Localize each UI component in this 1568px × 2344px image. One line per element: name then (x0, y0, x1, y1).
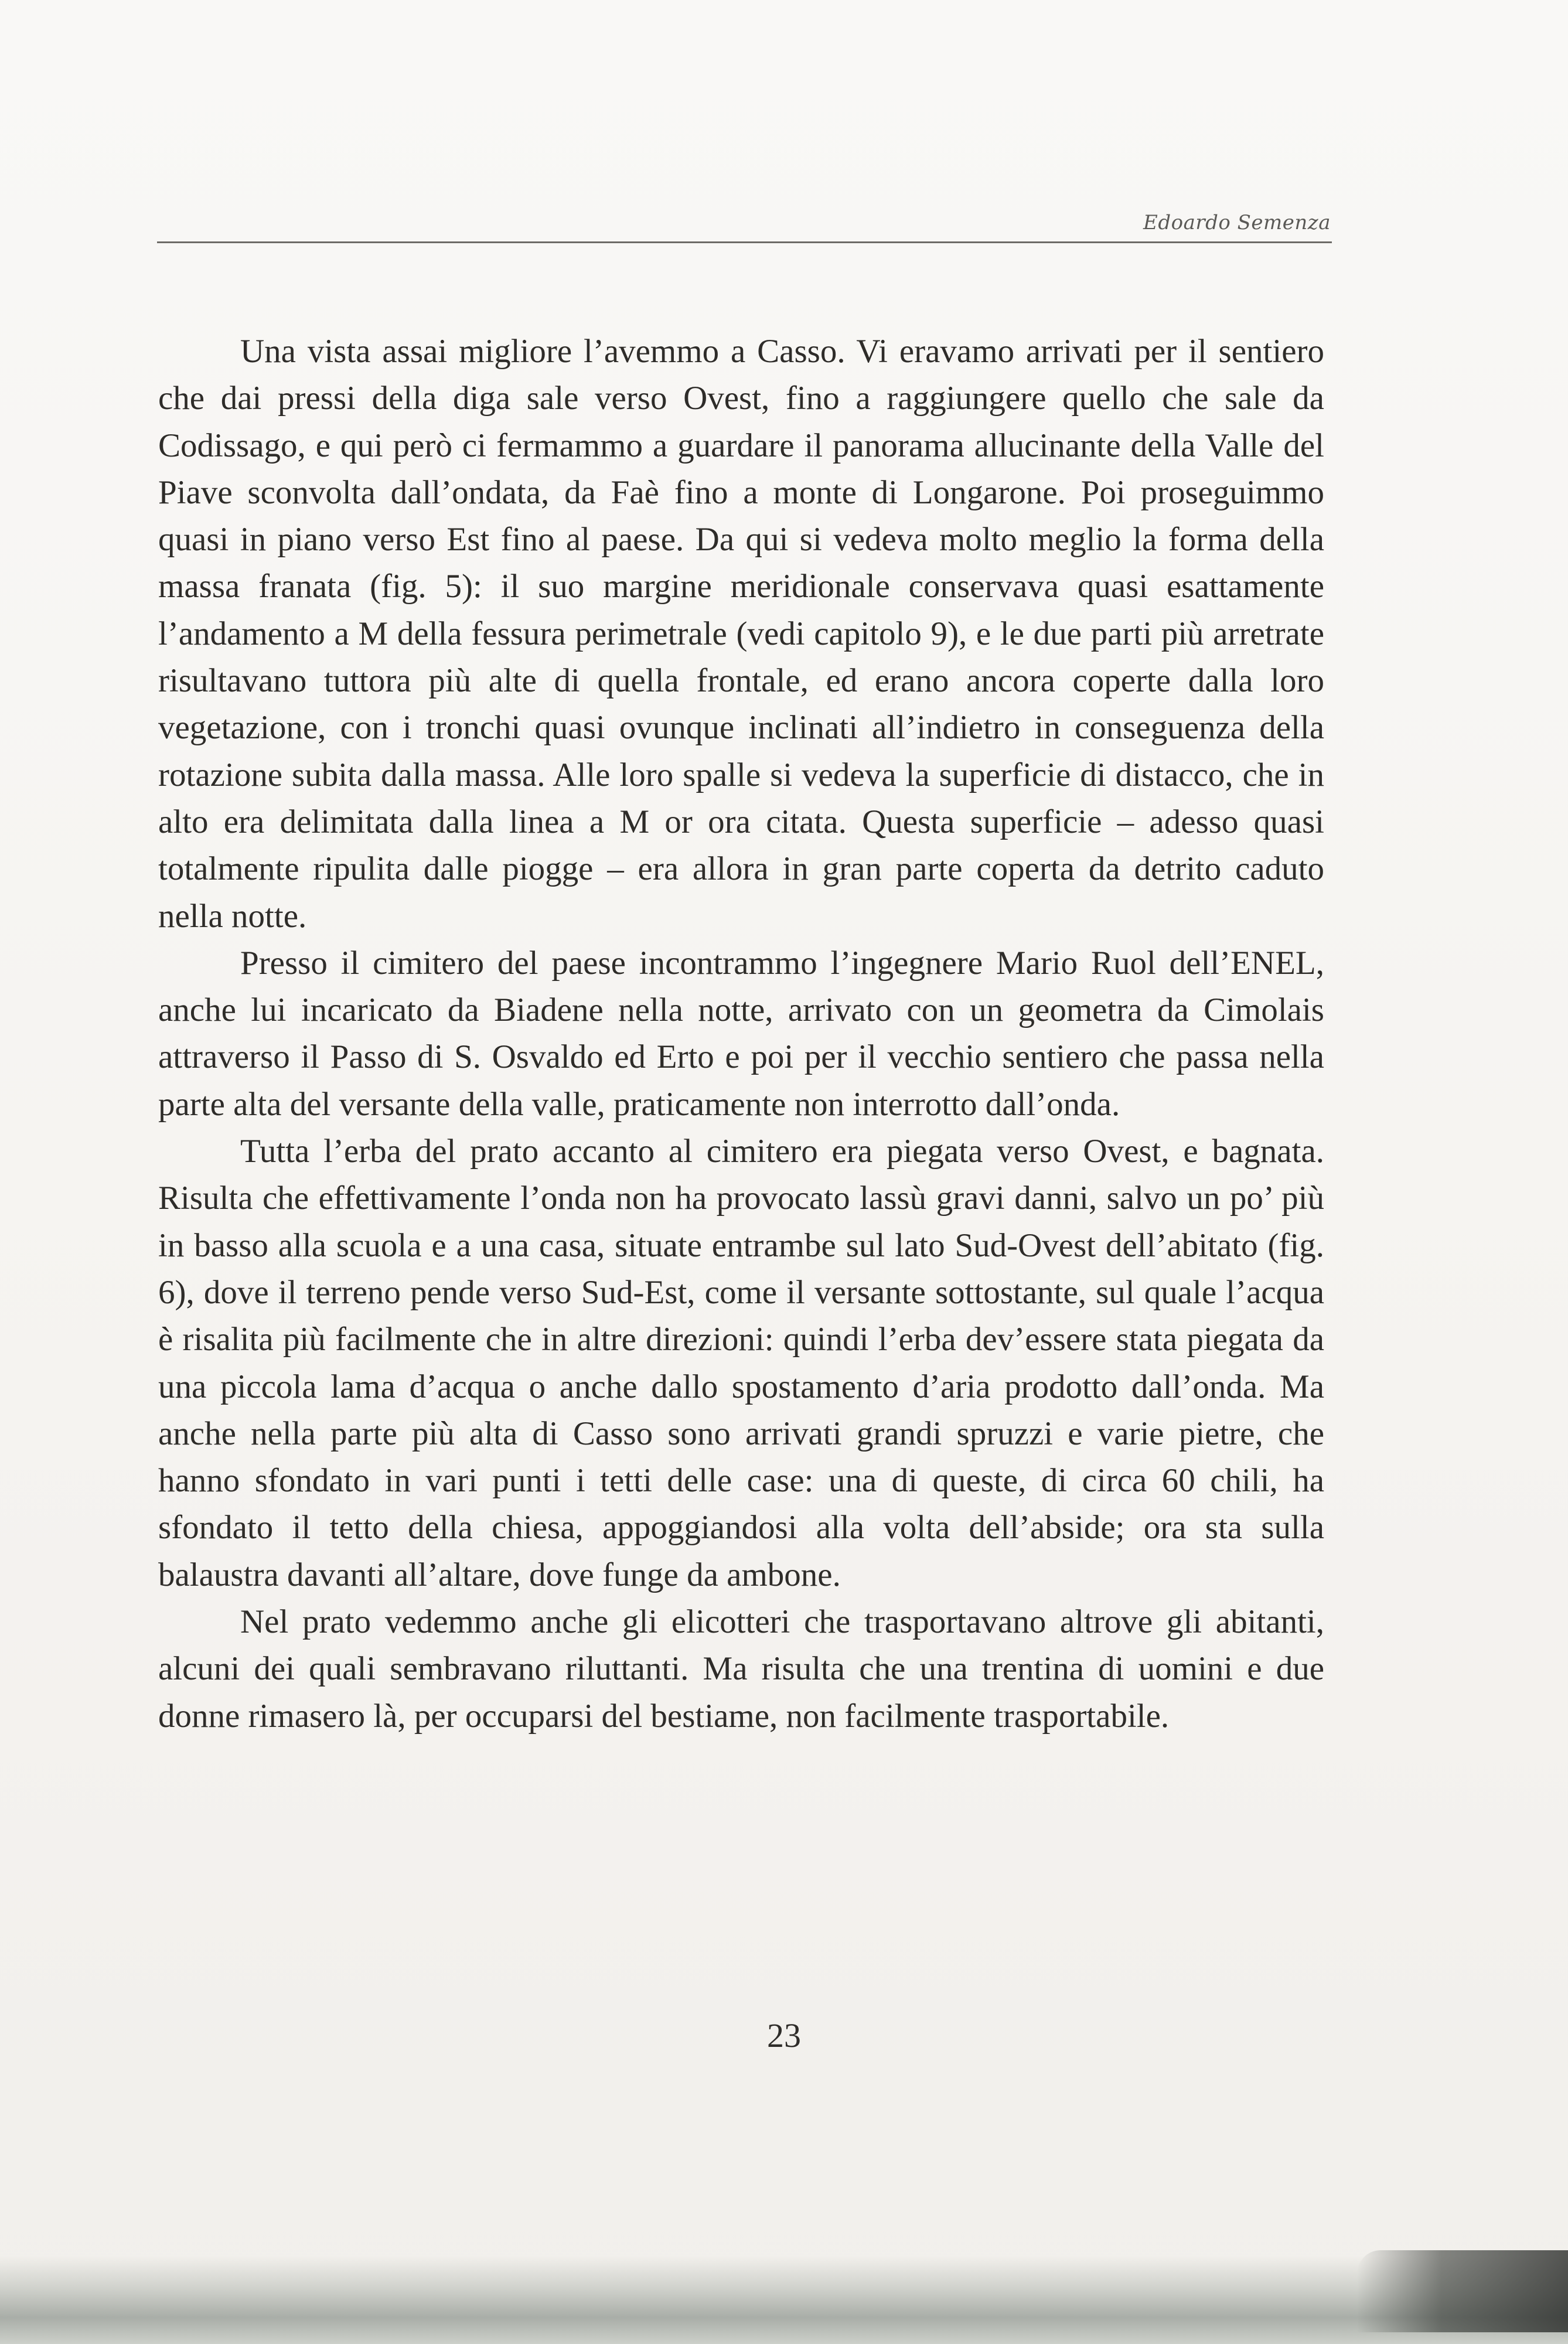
paragraph-2: Presso il cimitero del paese incontrammo l’ingegnere Mario Ruol dell’ENEL, anche lui incaricato da Biadene nella notte, arrivato con un geometra da Cimolais attraverso il Passo di S. Osvaldo ed Erto e poi per il vecchio sentiero che passa nella parte alta del versante della valle, praticamente non interrotto dall’onda. (158, 944, 1324, 1123)
page-number: 23 (767, 2016, 801, 2055)
page-bottom-edge (0, 2256, 1568, 2344)
body-text (158, 328, 1324, 1740)
paragraph-3: Tutta l’erba del prato accanto al cimitero era piegata verso Ovest, e bagnata. Risulta che effettivamente l’onda non ha provocato lassù gravi danni, salvo un po’ più in basso alla scuola e a una casa, situate entrambe sul lato Sud-Ovest dell’abitato (fig. 6), dove il terreno pende verso Sud-Est, come il versante sottostante, sul quale l’acqua è risalita più facilmente che in altre direzioni: quindi l’erba dev’essere stata piegata da una piccola lama d’acqua o anche dallo spostamento d’aria prodotto dall’onda. Ma anche nella parte più alta di Casso sono arrivati grandi spruzzi e varie pietre, che hanno sfondato in vari punti i tetti delle case: una di queste, di circa 60 chili, ha sfondato il tetto della chiesa, appoggiandosi alla volta dell’abside; ora sta sulla balaustra davanti all’altare, dove funge da ambone. (158, 1133, 1324, 1593)
running-header-author: Edoardo Semenza (1143, 211, 1331, 234)
paragraph-1: Una vista assai migliore l’avemmo a Casso. Vi eravamo arrivati per il sentiero che dai pressi della diga sale verso Ovest, fino a raggiungere quello che sale da Codissago, e qui però ci fermammo a guardare il panorama allucinante della Valle del Piave sconvolta dall’ondata, da Faè fino a monte di Longarone. Poi proseguimmo quasi in piano verso Est fino al paese. Da qui si vedeva molto meglio la forma della massa franata (fig. 5): il suo margine meridionale conservava quasi esattamente l’andamento a M della fessura perimetrale (vedi capitolo 9), e le due parti più arretrate risultavano tuttora più alte di quella frontale, ed erano ancora coperte dalla loro vegetazione, con i tronchi quasi ovunque inclinati all’indietro in conseguenza della rotazione subita dalla massa. Alle loro spalle si vedeva la superficie di distacco, che in alto era delimitata dalla linea a M or ora citata. Questa superficie – adesso quasi totalmente ripulita dalle piogge – era allora in gran parte coperta da detrito caduto nella notte. (158, 333, 1324, 935)
header-rule (157, 241, 1332, 243)
page-corner-shadow (1357, 2250, 1568, 2332)
paragraph-4: Nel prato vedemmo anche gli elicotteri che trasportavano altrove gli abitanti, alcuni dei quali sembravano riluttanti. Ma risulta che una trentina di uomini e due donne rimasero là, per occuparsi del bestiame, non facilmente trasportabile. (158, 1603, 1324, 1735)
